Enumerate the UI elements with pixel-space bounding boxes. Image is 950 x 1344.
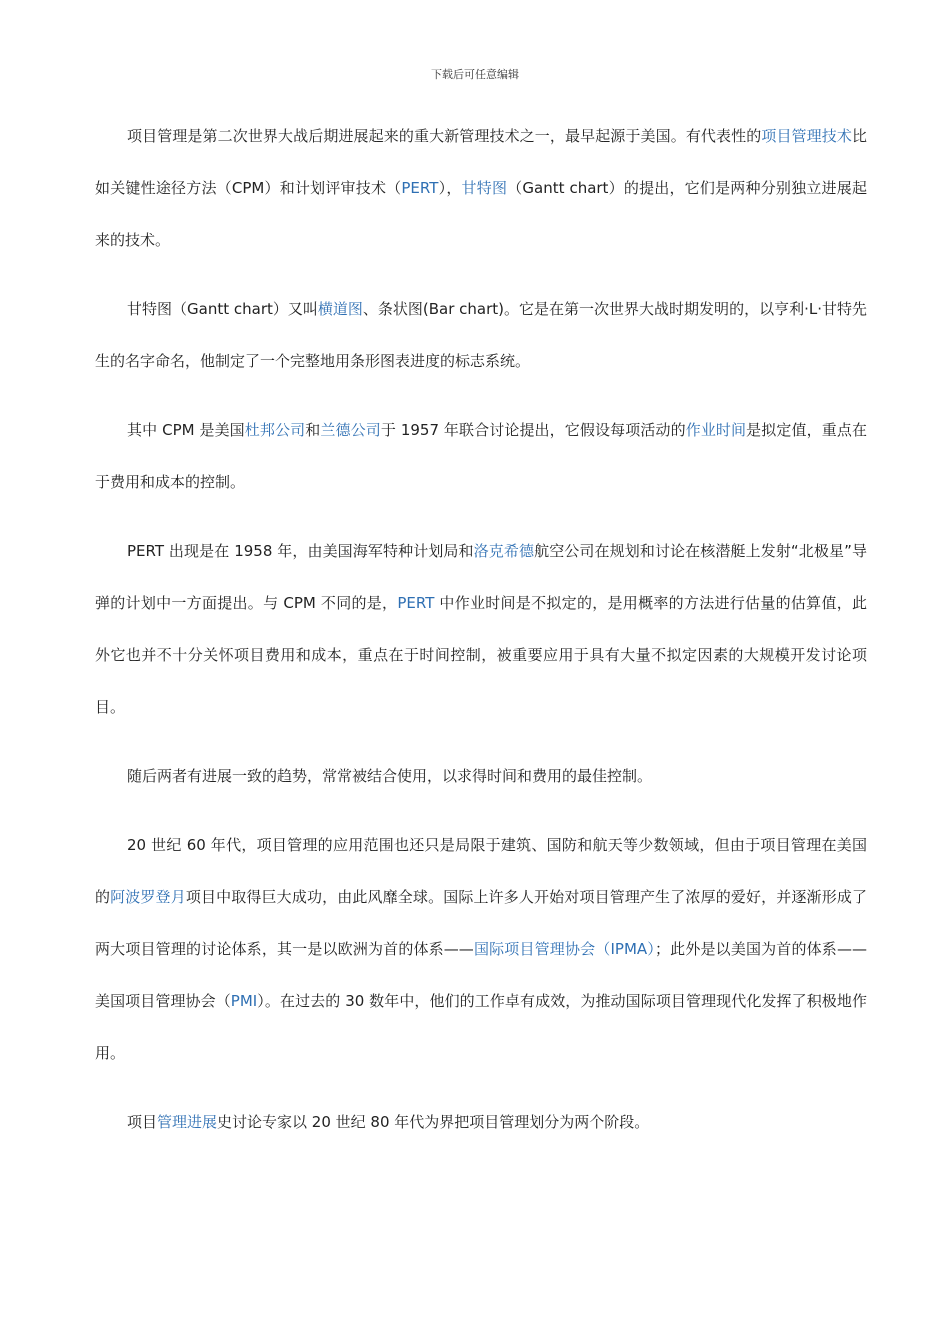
document-body (95, 110, 867, 1165)
paragraph (95, 1096, 867, 1148)
paragraph-text: 20 世纪 60 年代，项目管理的应用范围也还只是局限于建筑、国防和航天等少数领域，但由于项目管理在美国的 (95, 836, 867, 906)
paragraph-text: 比如关键性途径方法（ (95, 127, 867, 197)
paragraph-text: CPM (231, 179, 265, 197)
paragraph-text: （ (507, 179, 523, 197)
hyperlink[interactable]: 项目管理技术 (761, 127, 852, 145)
paragraph (95, 750, 867, 802)
paragraph-text: 和 (305, 421, 321, 439)
hyperlink[interactable]: PERT (401, 179, 439, 197)
hyperlink[interactable]: 横道图 (317, 300, 363, 318)
hyperlink[interactable]: 作业时间 (685, 421, 747, 439)
hyperlink[interactable]: 国际项目管理协会（IPMA） (473, 940, 655, 958)
hyperlink[interactable]: 洛克希德 (473, 542, 535, 560)
paragraph-text: ）的提出，它们是两种分别独立进展起来的技术。 (95, 179, 867, 249)
hyperlink[interactable]: 甘特图 (461, 179, 508, 197)
paragraph-text: 其中 CPM 是美国 (127, 421, 245, 439)
paragraph-text: 、条状图(Bar chart)。它是在第一次世界大战时期发明的，以亨利·L·甘特先生的名字命名，他制定了一个完整地用条形图表进度的标志系统。 (95, 300, 867, 370)
hyperlink[interactable]: 阿波罗登月 (110, 888, 186, 906)
paragraph-text: 随后两者有进展一致的趋势，常常被结合使用，以求得时间和费用的最佳控制。 (127, 767, 653, 785)
hyperlink[interactable]: PMI (230, 992, 258, 1010)
paragraph (95, 819, 867, 1079)
paragraph (95, 404, 867, 508)
page-header: 下载后可任意编辑 (431, 68, 519, 81)
paragraph (95, 525, 867, 733)
hyperlink[interactable]: 兰德公司 (320, 421, 381, 439)
paragraph-text: 于 1957 年联合讨论提出，它假设每项活动的 (380, 421, 686, 439)
hyperlink[interactable]: PERT (397, 594, 435, 612)
paragraph-text: 项目中取得巨大成功，由此风靡全球。国际上许多人开始对项目管理产生了浓厚的爱好，并逐渐形成了两大项目管理的讨论体系，其一是以欧洲为首的体系—— (95, 888, 867, 958)
paragraph (95, 283, 867, 387)
paragraph-text: Gantt chart (522, 179, 609, 197)
paragraph-text: PERT 出现是在 1958 年，由美国海军特种计划局和 (127, 542, 474, 560)
paragraph-text: 史讨论专家以 20 世纪 80 年代为界把项目管理划分为两个阶段。 (217, 1113, 650, 1131)
paragraph (95, 110, 867, 266)
paragraph-text: ）。在过去的 30 数年中，他们的工作卓有成效，为推动国际项目管理现代化发挥了积极地作用。 (95, 992, 867, 1062)
hyperlink[interactable]: 管理进展 (157, 1113, 218, 1131)
paragraph-text: 是拟定值，重点在于费用和成本的控制。 (95, 421, 867, 491)
paragraph-text: ）， (438, 179, 462, 197)
paragraph-text: ）和计划评审技术（ (264, 179, 402, 197)
paragraph-text: 项目管理是第二次世界大战后期进展起来的重大新管理技术之一，最早起源于美国。有代表性的 (127, 127, 762, 145)
paragraph-text: 航空公司在规划和讨论在核潜艇上发射“北极星”导弹的计划中一方面提出。与 CPM 不同的是， (95, 542, 867, 612)
paragraph-text: 甘特图（Gantt chart）又叫 (127, 300, 318, 318)
paragraph-text: ；此外是以美国为首的体系——美国项目管理协会（ (95, 940, 867, 1010)
paragraph-text: 项目 (127, 1113, 158, 1131)
paragraph-text: 中作业时间是不拟定的，是用概率的方法进行估量的估算值，此外它也并不十分关怀项目费用和成本，重点在于时间控制，被重要应用于具有大量不拟定因素的大规模开发讨论项目。 (95, 594, 868, 716)
hyperlink[interactable]: 杜邦公司 (244, 421, 306, 439)
